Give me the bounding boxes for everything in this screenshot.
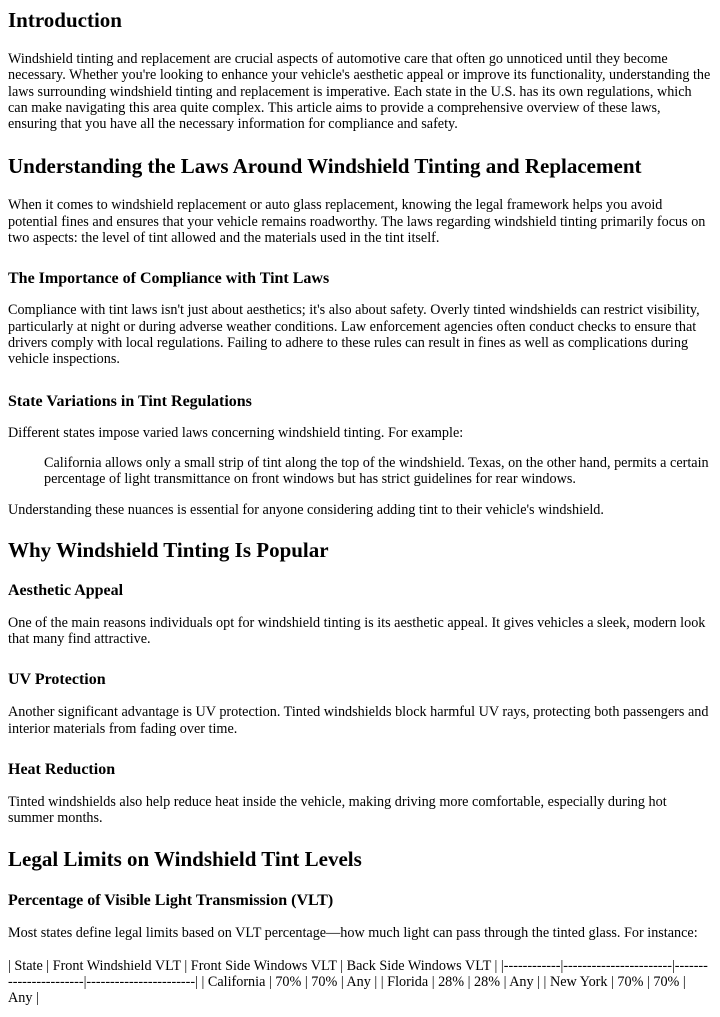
uv-protection-heading: UV Protection (8, 671, 106, 689)
heat-reduction-paragraph: Tinted windshields also help reduce heat inside the vehicle, making driving more comfortable, especially during hot summer months. (8, 793, 667, 827)
aesthetic-paragraph: One of the main reasons individuals opt for windshield tinting is its aesthetic appeal. It gives vehicles a sleek, modern look that many find attractive. (8, 614, 706, 648)
nuances-paragraph: Understanding these nuances is essential for anyone considering adding tint to their vehicle's windshield. (8, 502, 604, 519)
vlt-paragraph: Most states define legal limits based on VLT percentage—how much light can pass through the tinted glass. For instance: (8, 924, 698, 941)
state-variations-heading: State Variations in Tint Regulations (8, 392, 252, 410)
compliance-paragraph: Compliance with tint laws isn't just about aesthetics; it's also about safety. Overly tinted windshields can restrict visibility, particularly at night or during adverse weather conditions. Law enforcement agencies often conduct checks to ensure that drivers comply with local regulations. Failing to adhere to these rules can result in fines as well as complications during vehicle inspections. (8, 302, 700, 368)
uv-protection-paragraph: Another significant advantage is UV protection. Tinted windshields block harmful UV rays, protecting both passengers and interior materials from fading over time. (8, 704, 709, 737)
heat-reduction-heading: Heat Reduction (8, 760, 116, 778)
laws-heading: Understanding the Laws Around Windshield Tinting and Replacement (8, 154, 642, 179)
aesthetic-heading: Aesthetic Appeal (8, 581, 124, 599)
vlt-table-text: | State | Front Windshield VLT | Front Side Windows VLT | Back Side Windows VLT | |------------|-----------------------|-----------------------|-----------------------| | California | 70% | 70% | Any | | Florida | 28% | 28% | Any | | New York | 70% | 70% | Any | (8, 957, 708, 1007)
introduction-paragraph: Windshield tinting and replacement are crucial aspects of automotive care that often go unnoticed until they become necessary. Whether you're looking to enhance your vehicle's aesthetic appeal or improve its functionality, understanding the laws surrounding windshield tinting and replacement is imperative. Each state in the U.S. has its own regulations, which can make navigating this area quite complex. This article aims to provide a comprehensive overview of these laws, ensuring that you have all the necessary information for compliance and safety. (8, 51, 711, 133)
compliance-heading: The Importance of Compliance with Tint Laws (8, 270, 330, 288)
state-variations-paragraph: Different states impose varied laws concerning windshield tinting. For example: (8, 424, 464, 441)
legal-limits-heading: Legal Limits on Windshield Tint Levels (8, 846, 362, 871)
introduction-heading: Introduction (8, 8, 122, 32)
laws-paragraph: When it comes to windshield replacement or auto glass replacement, knowing the legal framework helps you avoid potential fines and ensures that your vehicle remains roadworthy. The laws regarding windshield tinting primarily focus on two aspects: the level of tint allowed and the materials used in the tint itself. (8, 197, 706, 247)
popular-heading: Why Windshield Tinting Is Popular (8, 537, 329, 562)
vlt-heading: Percentage of Visible Light Transmission (VLT) (8, 891, 334, 909)
state-examples-quote: California allows only a small strip of tint along the top of the windshield. Texas, on the other hand, permits a certain percentage of light transmittance on front windows but has strict guidelines for rear windows. (44, 454, 709, 488)
